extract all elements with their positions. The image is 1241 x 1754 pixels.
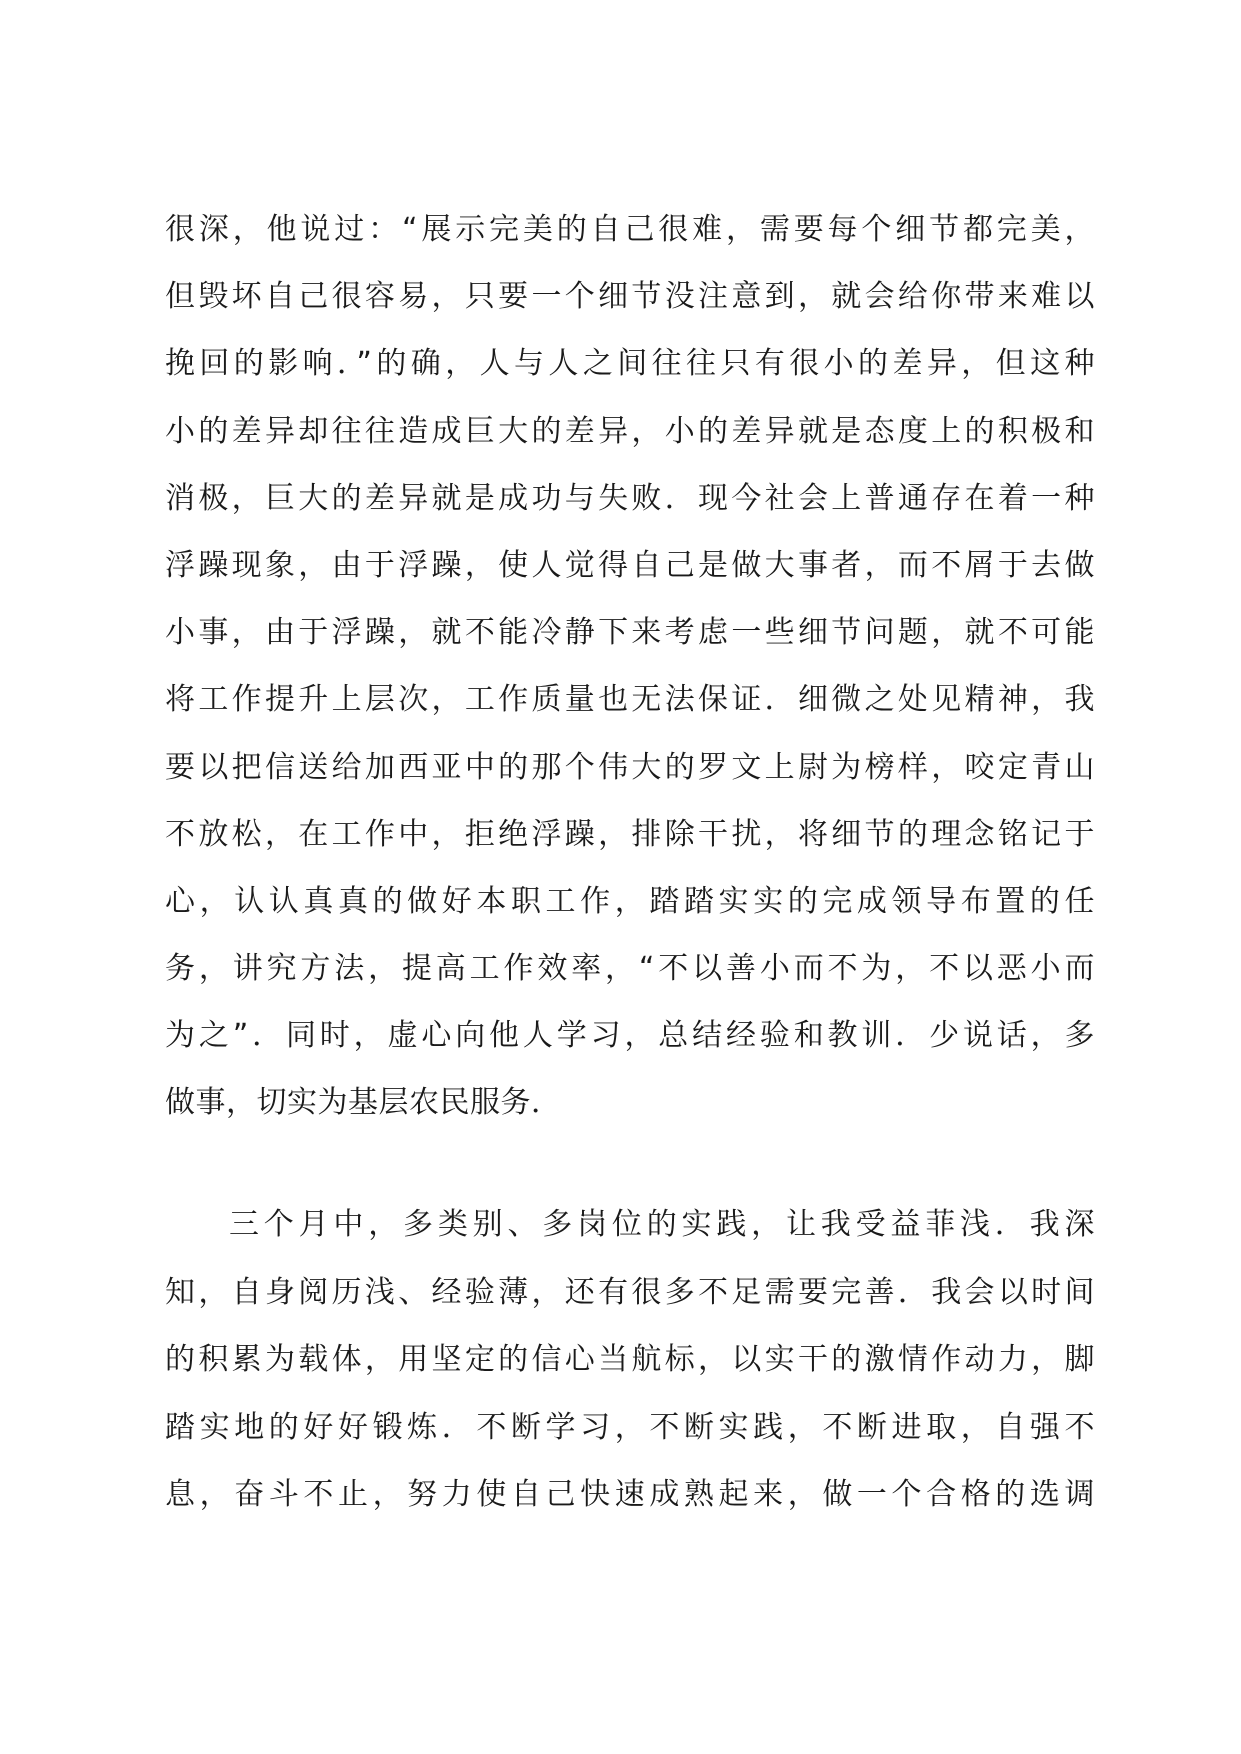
text-line: 小的差异却往往造成巨大的差异，小的差异就是态度上的积极和 [165,413,1095,449]
text-line: 息，奋斗不止，努力使自己快速成熟起来，做一个合格的选调 [165,1477,1095,1513]
text-line: 的积累为载体，用坚定的信心当航标，以实干的激情作动力，脚 [165,1342,1095,1378]
text-line: 踏实地的好好锻炼．不断学习，不断实践，不断进取，自强不 [165,1409,1095,1445]
text-line: 将工作提升上层次，工作质量也无法保证．细微之处见精神，我 [165,682,1095,718]
text-line: 心，认认真真的做好本职工作，踏踏实实的完成领导布置的任 [165,883,1095,919]
text-line: 要以把信送给加西亚中的那个伟大的罗文上尉为榜样，咬定青山 [165,749,1095,785]
text-line: 三个月中，多类别、多岗位的实践，让我受益菲浅．我深 [229,1207,1095,1242]
paragraph-2 [165,1191,1095,1529]
text-line: 务，讲究方法，提高工作效率，“不以善小而不为，不以恶小而 [165,951,1095,987]
text-line: 为之”．同时，虚心向他人学习，总结经验和教训．少说话，多 [165,1018,1095,1054]
text-line: 知，自身阅历浅、经验薄，还有很多不足需要完善．我会以时间 [165,1274,1095,1310]
text-line: 挽回的影响．”的确，人与人之间往往只有很小的差异，但这种 [165,346,1095,382]
text-line: 但毁坏自己很容易，只要一个细节没注意到，就会给你带来难以 [165,279,1095,315]
text-line: 不放松，在工作中，拒绝浮躁，排除干扰，将细节的理念铭记于 [165,816,1095,852]
text-line: 消极，巨大的差异就是成功与失败．现今社会上普通存在着一种 [165,480,1095,516]
text-line: 小事，由于浮躁，就不能冷静下来考虑一些细节问题，就不可能 [165,615,1095,651]
text-line: 很深，他说过：“展示完美的自己很难，需要每个细节都完美， [165,212,1095,247]
text-line: 浮躁现象，由于浮躁，使人觉得自己是做大事者，而不屑于去做 [165,547,1095,583]
text-line: 做事，切实为基层农民服务． [165,1085,562,1121]
paragraph-1 [165,196,1095,1137]
